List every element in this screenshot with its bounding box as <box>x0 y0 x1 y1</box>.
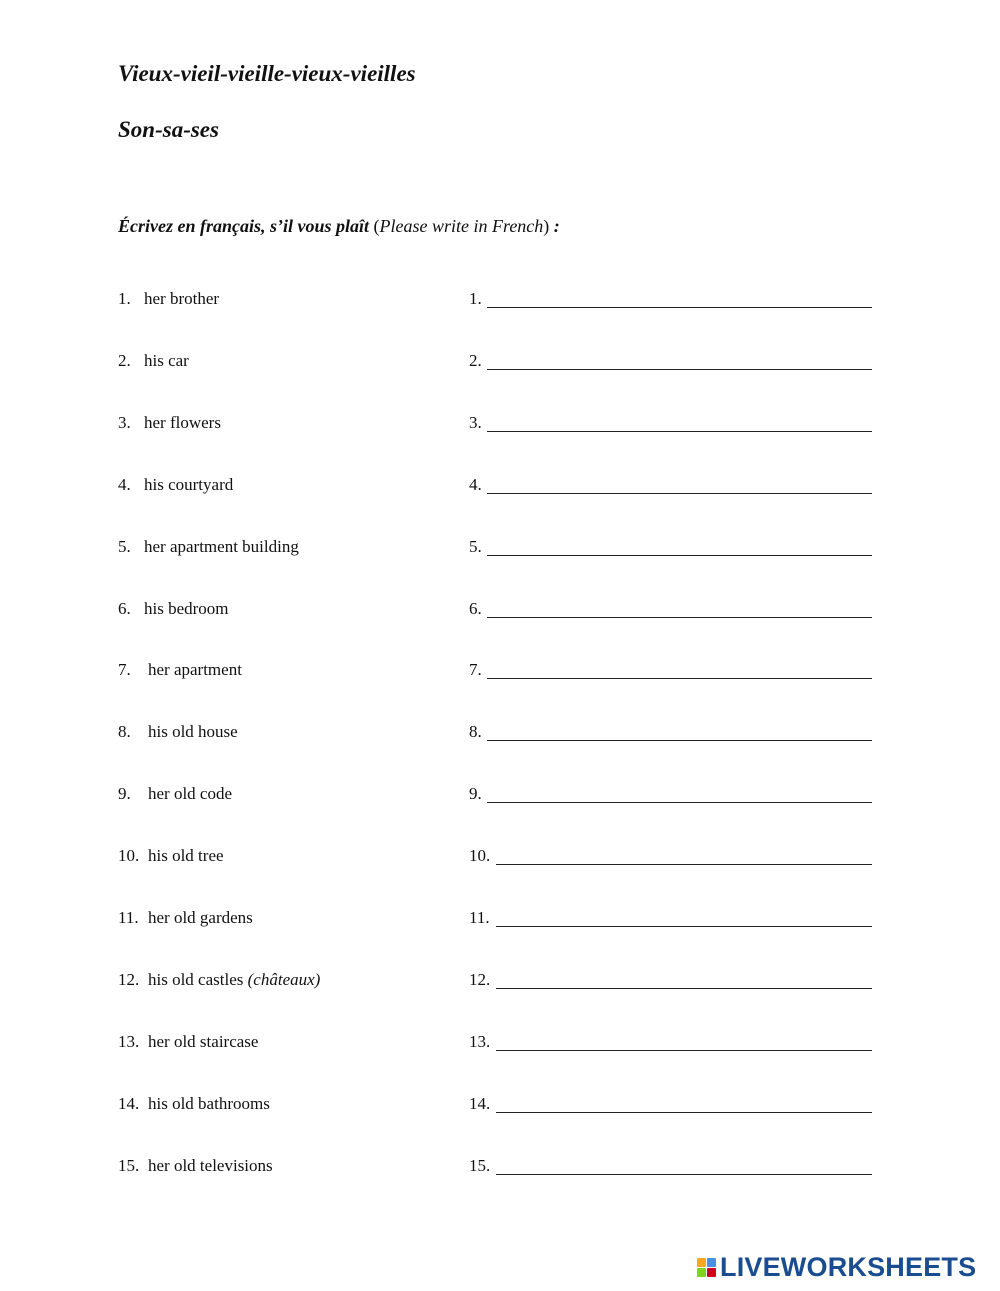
answer-number: 4. <box>469 475 482 494</box>
instructions-colon: : <box>549 216 560 236</box>
answer-blank[interactable] <box>487 617 872 618</box>
exercise-row <box>0 661 1000 691</box>
answer-blank[interactable] <box>496 1050 872 1051</box>
item-number: 9. <box>118 784 131 803</box>
item-prompt-text: her apartment building <box>144 537 299 556</box>
item-prompt <box>148 1157 273 1174</box>
item-number: 1. <box>118 289 131 308</box>
logo-square-l <box>697 1258 706 1267</box>
exercise-row <box>0 538 1000 568</box>
item-number: 4. <box>118 475 131 494</box>
answer-blank[interactable] <box>487 802 872 803</box>
instructions-french: Écrivez en français, s’il vous plaît <box>118 216 369 236</box>
exercise-row <box>0 971 1000 1001</box>
item-prompt <box>148 723 238 740</box>
instructions-open-paren: ( <box>369 216 380 236</box>
answer-blank[interactable] <box>496 926 872 927</box>
item-prompt <box>148 1033 258 1050</box>
item-prompt <box>144 476 233 493</box>
answer-number: 5. <box>469 537 482 556</box>
item-number: 13. <box>118 1032 140 1051</box>
item-prompt-text: her apartment <box>148 660 242 679</box>
item-prompt-text: her brother <box>144 289 220 308</box>
logo-square-v <box>697 1268 706 1277</box>
answer-blank[interactable] <box>487 431 872 432</box>
exercise-row <box>0 1095 1000 1125</box>
item-prompt <box>144 600 229 617</box>
item-prompt-text: her old code <box>148 784 233 803</box>
answer-blank[interactable] <box>496 1112 872 1113</box>
answer-number: 13. <box>469 1032 491 1051</box>
item-prompt <box>144 538 299 555</box>
item-prompt <box>144 414 221 431</box>
item-number: 12. <box>118 970 140 989</box>
worksheet-subtitle: Son-sa-ses <box>118 117 219 142</box>
answer-blank[interactable] <box>487 493 872 494</box>
answer-number: 12. <box>469 970 491 989</box>
item-prompt <box>148 909 253 926</box>
answer-number: 3. <box>469 413 482 432</box>
answer-number: 10. <box>469 846 491 865</box>
answer-number: 1. <box>469 289 482 308</box>
item-prompt-text: his old bathrooms <box>148 1094 270 1113</box>
item-prompt-text: her old staircase <box>148 1032 259 1051</box>
item-number: 7. <box>118 660 131 679</box>
answer-blank[interactable] <box>487 678 872 679</box>
item-number: 5. <box>118 537 131 556</box>
exercise-row <box>0 414 1000 444</box>
answer-number: 11. <box>469 908 490 927</box>
answer-blank[interactable] <box>496 988 872 989</box>
exercise-row <box>0 476 1000 506</box>
exercise-row <box>0 1033 1000 1063</box>
logo-square-i <box>707 1258 716 1267</box>
worksheet-title: Vieux-vieil-vieille-vieux-vieilles <box>118 61 416 86</box>
answer-number: 14. <box>469 1094 491 1113</box>
item-prompt-text: his old castles <box>148 970 244 989</box>
answer-number: 9. <box>469 784 482 803</box>
exercise-row <box>0 847 1000 877</box>
exercise-row <box>0 1157 1000 1187</box>
exercise-row <box>0 290 1000 320</box>
item-prompt <box>148 847 224 864</box>
answer-number: 15. <box>469 1156 491 1175</box>
item-number: 8. <box>118 722 131 741</box>
item-prompt-text: his car <box>144 351 189 370</box>
answer-blank[interactable] <box>487 555 872 556</box>
instructions-english: Please write in French <box>379 216 544 236</box>
answer-blank[interactable] <box>496 1174 872 1175</box>
exercise-row <box>0 909 1000 939</box>
item-number: 3. <box>118 413 131 432</box>
answer-number: 8. <box>469 722 482 741</box>
item-prompt-text: her old gardens <box>148 908 253 927</box>
item-prompt-text: his bedroom <box>144 599 229 618</box>
item-prompt-text: his old tree <box>148 846 224 865</box>
item-prompt-text: his old house <box>148 722 238 741</box>
logo-text: LIVEWORKSHEETS <box>720 1252 977 1282</box>
exercise-row <box>0 785 1000 815</box>
item-prompt-text: his courtyard <box>144 475 234 494</box>
answer-blank[interactable] <box>487 369 872 370</box>
item-number: 6. <box>118 599 131 618</box>
item-prompt <box>148 971 320 988</box>
answer-blank[interactable] <box>496 864 872 865</box>
item-prompt <box>144 352 189 369</box>
item-prompt-text: her old televisions <box>148 1156 273 1175</box>
item-prompt <box>148 785 232 802</box>
liveworksheets-logo-icon <box>697 1258 716 1277</box>
item-prompt <box>144 290 219 307</box>
answer-blank[interactable] <box>487 740 872 741</box>
answer-number: 2. <box>469 351 482 370</box>
instructions <box>118 217 560 235</box>
answer-blank[interactable] <box>487 307 872 308</box>
item-number: 14. <box>118 1094 140 1113</box>
item-prompt <box>148 1095 270 1112</box>
item-prompt-text: her flowers <box>144 413 221 432</box>
item-prompt <box>148 661 242 678</box>
answer-number: 6. <box>469 599 482 618</box>
item-number: 2. <box>118 351 131 370</box>
liveworksheets-logo <box>697 1254 976 1281</box>
instructions-close-paren: ) <box>543 216 550 236</box>
exercise-row <box>0 723 1000 753</box>
item-prompt-note: (châteaux) <box>247 970 321 989</box>
item-number: 15. <box>118 1156 140 1175</box>
item-number: 10. <box>118 846 140 865</box>
exercise-row <box>0 600 1000 630</box>
logo-square-e <box>707 1268 716 1277</box>
exercise-row <box>0 352 1000 382</box>
answer-number: 7. <box>469 660 482 679</box>
item-number: 11. <box>118 908 139 927</box>
